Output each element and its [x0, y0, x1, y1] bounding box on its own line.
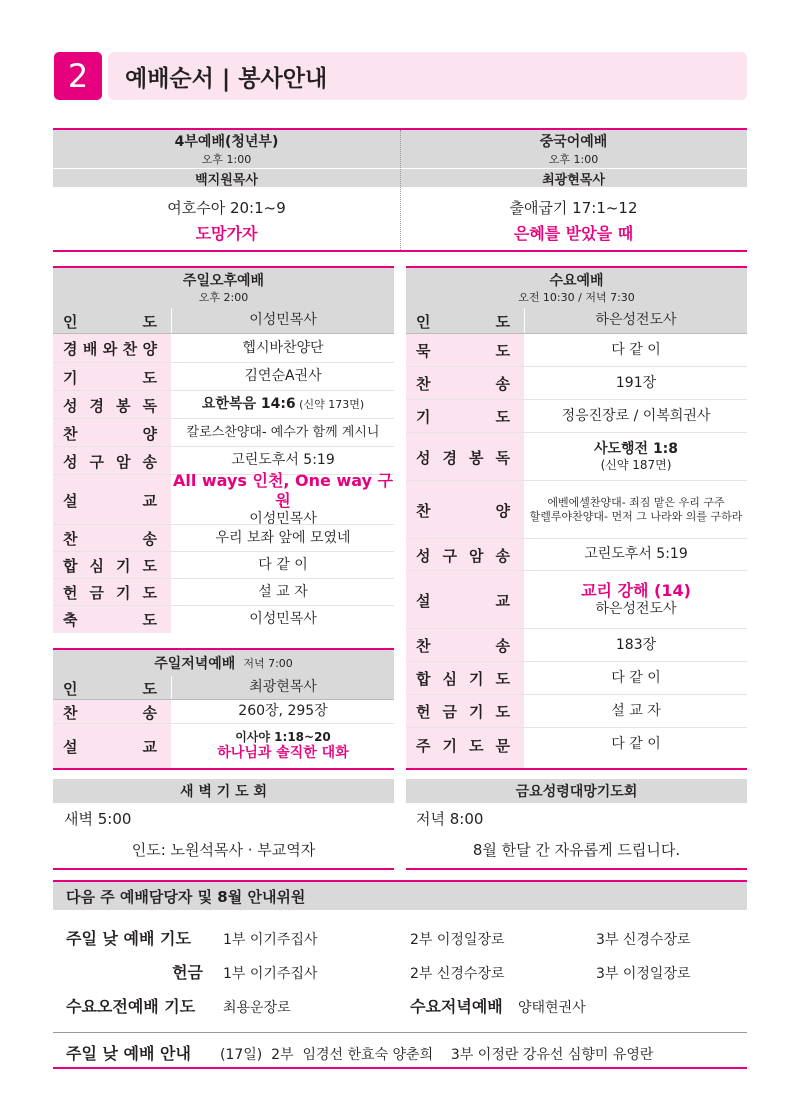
row-value: 이성민목사 [249, 312, 317, 329]
row-value: 칼로스찬양대- 예수가 함께 계시니 [186, 424, 380, 440]
service-title: 4부예배(청년부) [174, 134, 279, 150]
row-value: 이성민목사 [249, 610, 317, 627]
row-value: 다 같 이 [258, 556, 308, 573]
wed-pm-value: 양태현권사 [518, 1000, 586, 1016]
row-value: 설 교 자 [611, 702, 661, 719]
prayer-2: 2부 이정일장로 [410, 932, 505, 948]
row-label: 찬 송 [416, 375, 510, 393]
row-label: 찬 송 [416, 637, 510, 655]
service-title: 중국어예배 [539, 134, 608, 150]
preacher: 백지원목사 [195, 172, 258, 188]
scripture: 출애굽기 17:1~12 [509, 198, 638, 217]
evening-table [53, 676, 394, 768]
row-label: 성 구 암 송 [416, 546, 510, 565]
row-label: 설 교 [416, 591, 510, 610]
page-title: 예배순서 | 봉사안내 [125, 66, 328, 92]
top-bottom-rule [53, 250, 747, 252]
row-label: 찬 양 [416, 501, 510, 520]
row-value: 최광현목사 [249, 679, 317, 696]
row-label: 헌 금 기 도 [416, 703, 510, 721]
offering-1: 1부 이기주집사 [223, 966, 318, 982]
row-value: 김연순A권사 [244, 368, 322, 385]
row-value: 다 같 이 [611, 341, 661, 358]
service-time: 오후 2:00 [198, 291, 249, 304]
service-title: 주일오후예배 [182, 273, 265, 289]
row-value: 다 같 이 [611, 736, 661, 753]
row-value: 우리 보좌 앞에 모였네 [215, 529, 351, 546]
service-title: 수요예배 [549, 273, 604, 289]
row-label: 성 경 봉 독 [416, 448, 510, 467]
wednesday-table [406, 308, 747, 768]
offering-label: 헌금 [172, 963, 203, 982]
row-value: 고린도후서 5:19 [584, 546, 688, 563]
row-value: 헵시바찬양단 [242, 339, 324, 356]
row-label: 주 기 도 문 [416, 736, 510, 755]
usher-label: 주일 낮 예배 안내 [66, 1044, 191, 1063]
sermon-title: 은혜를 받았을 때 [513, 223, 634, 243]
friday-title: 금요성령대망기도회 [515, 784, 638, 800]
usher-value: (17일) 2부 임경선 한효숙 양춘희 3부 이정란 강유선 심향미 유영란 [220, 1047, 654, 1063]
dawn-time: 새벽 5:00 [64, 810, 132, 828]
row-label: 묵 도 [416, 342, 510, 360]
service-time: 저녁 7:00 [243, 657, 293, 670]
row-label: 헌 금 기 도 [63, 584, 157, 602]
dawn-leaders: 인도: 노원석목사 · 부교역자 [131, 840, 316, 859]
row-label: 경 배 와 찬 양 [63, 340, 157, 358]
row-label: 축 도 [63, 611, 157, 629]
wed-am-label: 수요오전예배 기도 [66, 997, 196, 1016]
row-value: 183장 [615, 636, 657, 653]
row-label: 설 교 [63, 491, 157, 510]
row-value: 고린도후서 5:19 [231, 452, 335, 469]
section-number: 2 [54, 52, 102, 100]
row-value: 교리 강해 (14) 하은성전도사 [581, 581, 691, 618]
row-label: 인 도 [416, 312, 510, 331]
row-value: 191장 [615, 374, 657, 391]
row-label: 기 도 [416, 408, 510, 426]
row-label: 찬 송 [63, 530, 157, 548]
friday-note: 8월 한달 간 자유롭게 드립니다. [472, 840, 681, 859]
row-label: 설 교 [63, 737, 157, 756]
row-label: 합 심 기 도 [63, 557, 157, 575]
row-label: 성 구 암 송 [63, 452, 157, 471]
sermon-title: 도망가자 [195, 223, 258, 243]
row-label: 성 경 봉 독 [63, 396, 157, 415]
prayer-1: 1부 이기주집사 [223, 932, 318, 948]
wed-pm-label: 수요저녁예배 [410, 997, 503, 1016]
wed-am-value: 최용운장로 [223, 1000, 291, 1016]
row-value: 260장, 295장 [238, 703, 328, 720]
row-label: 찬 양 [63, 424, 157, 443]
row-label: 찬 송 [63, 703, 157, 722]
scripture: 여호수아 20:1~9 [167, 198, 286, 217]
service-time: 오전 10:30 / 저녁 7:30 [518, 291, 635, 304]
row-value: 요한복음 14:6 (신약 173면) [201, 396, 365, 413]
row-value: 정응진장로 / 이복희권사 [561, 407, 711, 424]
service-time: 오후 1:00 [548, 152, 599, 166]
row-value: All ways 인천, One way 구원 이성민목사 [172, 471, 394, 528]
row-label: 합 심 기 도 [416, 670, 510, 688]
next-week-title: 다음 주 예배담당자 및 8월 안내위원 [66, 888, 306, 906]
row-label: 인 도 [63, 312, 157, 331]
row-value: 사도행전 1:8 (신약 187면) [593, 440, 679, 473]
row-value: 에벤에셀찬양대- 죄짐 맡은 우리 구주 할렐루야찬양대- 먼저 그 나라와 의를 구하라 [529, 496, 743, 523]
friday-time: 저녁 8:00 [416, 810, 484, 828]
row-value: 다 같 이 [611, 669, 661, 686]
service-title: 주일저녁예배 [154, 656, 236, 672]
offering-3: 3부 이정일장로 [596, 966, 691, 982]
prayer-3: 3부 신경수장로 [596, 932, 691, 948]
prayer-label: 주일 낮 예배 기도 [66, 929, 191, 948]
preacher: 최광현목사 [542, 172, 605, 188]
row-label: 인 도 [63, 679, 157, 698]
row-value: 설 교 자 [258, 583, 308, 600]
offering-2: 2부 신경수장로 [410, 966, 505, 982]
row-label: 기 도 [63, 368, 157, 387]
dawn-title: 새 벽 기 도 회 [179, 784, 268, 800]
row-value: 이사야 1:18~20 하나님과 솔직한 대화 [217, 729, 349, 761]
afternoon-table [53, 308, 394, 633]
service-time: 오후 1:00 [201, 152, 252, 166]
row-value: 하은성전도사 [595, 312, 677, 329]
